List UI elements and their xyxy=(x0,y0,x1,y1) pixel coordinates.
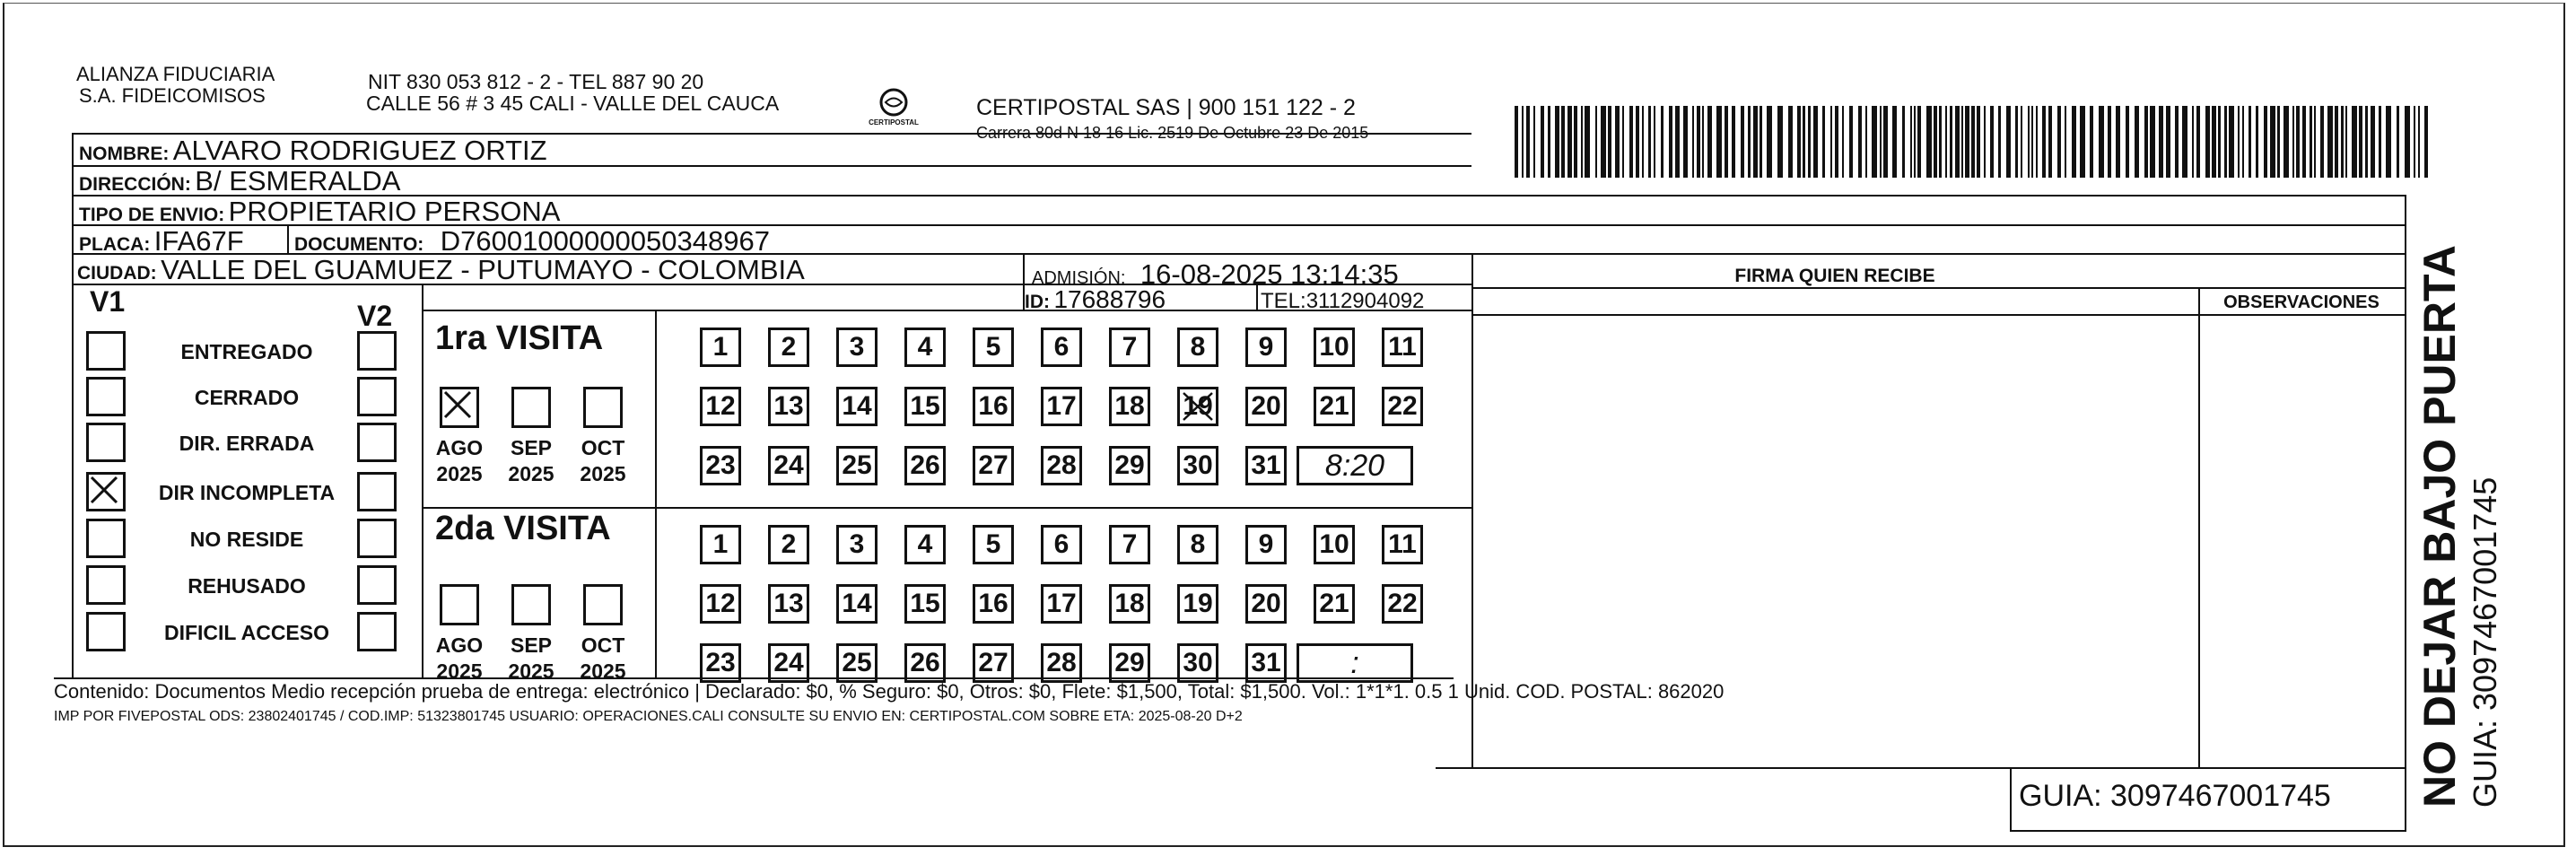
day-number: 7 xyxy=(1122,529,1138,559)
documento-label: DOCUMENTO: xyxy=(294,234,424,255)
day-number: 12 xyxy=(705,589,736,618)
month-year: 2025 xyxy=(436,462,483,485)
day-box[interactable] xyxy=(768,525,809,564)
documento-cell xyxy=(294,225,770,258)
day-number: 7 xyxy=(1122,332,1138,362)
month-year: 2025 xyxy=(508,659,554,683)
day-box[interactable] xyxy=(836,387,878,426)
day-number: 28 xyxy=(1046,648,1077,677)
day-box[interactable] xyxy=(1177,446,1218,485)
day-number: 14 xyxy=(842,391,872,421)
month-label xyxy=(504,633,558,685)
ciudad-cell xyxy=(77,254,805,286)
day-number: 3 xyxy=(849,332,865,362)
day-number: 25 xyxy=(842,450,872,480)
day-box[interactable] xyxy=(1382,387,1423,426)
month-year: 2025 xyxy=(580,659,626,683)
day-box[interactable] xyxy=(700,328,741,367)
day-number: 20 xyxy=(1251,391,1281,421)
month-name: AGO xyxy=(435,633,484,657)
day-number: 26 xyxy=(910,450,940,480)
day-number: 13 xyxy=(773,589,804,618)
day-number: 6 xyxy=(1053,529,1070,559)
day-box[interactable] xyxy=(768,387,809,426)
v1-label: V1 xyxy=(90,285,126,318)
time-box[interactable]: 8:20 xyxy=(1297,446,1413,485)
day-number: 5 xyxy=(985,332,1001,362)
status-option-label: NO RESIDE xyxy=(189,528,304,551)
day-number: 30 xyxy=(1183,648,1213,677)
day-box[interactable] xyxy=(1177,525,1218,564)
day-number: 20 xyxy=(1251,589,1281,618)
v1-checkbox[interactable] xyxy=(86,472,126,511)
placa-cell xyxy=(79,225,244,258)
month-checkbox[interactable] xyxy=(511,584,551,625)
day-box[interactable] xyxy=(1382,525,1423,564)
day-box[interactable] xyxy=(1109,643,1150,683)
day-number: 17 xyxy=(1046,391,1077,421)
month-name: SEP xyxy=(510,633,553,657)
sender-address: CALLE 56 # 3 45 CALI - VALLE DEL CAUCA xyxy=(366,92,780,115)
firma-label: FIRMA QUIEN RECIBE xyxy=(1734,266,1935,286)
sender-name-line1: ALIANZA FIDUCIARIA xyxy=(76,63,275,85)
day-number: 6 xyxy=(1053,332,1070,362)
day-number: 5 xyxy=(985,529,1001,559)
no-dejar-bajo-puerta: NO DEJAR BAJO PUERTA xyxy=(2414,245,2465,808)
day-box[interactable] xyxy=(904,643,946,683)
day-number: 11 xyxy=(1388,529,1417,559)
day-number: 8 xyxy=(1190,332,1206,362)
day-number: 14 xyxy=(842,589,872,618)
month-label xyxy=(432,435,486,487)
day-box[interactable] xyxy=(1177,584,1218,624)
side-guia: GUIA: 3097467001745 xyxy=(2467,476,2503,808)
time-box[interactable]: : xyxy=(1297,643,1413,683)
visit-1-title: 1ra VISITA xyxy=(435,319,604,357)
month-checkbox[interactable] xyxy=(440,584,479,625)
day-box[interactable] xyxy=(1245,525,1287,564)
v1-checkbox[interactable] xyxy=(86,565,126,605)
tel-value: 3112904092 xyxy=(1305,289,1425,313)
v1-checkbox[interactable] xyxy=(86,331,126,371)
day-box[interactable] xyxy=(768,643,809,683)
month-year: 2025 xyxy=(436,659,483,683)
day-number: 10 xyxy=(1319,529,1349,559)
month-label xyxy=(504,435,558,487)
id-value: 17688796 xyxy=(1053,285,1166,313)
v2-checkbox[interactable] xyxy=(357,472,397,511)
day-box[interactable] xyxy=(904,387,946,426)
month-name: OCT xyxy=(581,436,625,459)
tipo-envio-value: PROPIETARIO PERSONA xyxy=(228,196,561,227)
direccion-row xyxy=(79,165,400,197)
footer-line2: IMP POR FIVEPOSTAL ODS: 23802401745 / COD.IMP: 51323801745 USUARIO: OPERACIONES.CALI CONSULTE SU ENVIO EN: CERTIPOSTAL.COM SOBRE ETA: 2025-08-20 D+2 xyxy=(54,709,1243,724)
nombre-value: ALVARO RODRIGUEZ ORTIZ xyxy=(172,135,547,166)
v2-checkbox[interactable] xyxy=(357,377,397,416)
day-number: 15 xyxy=(910,589,940,618)
day-number: 4 xyxy=(917,529,933,559)
day-box[interactable] xyxy=(700,446,741,485)
day-box[interactable] xyxy=(1041,328,1082,367)
day-box[interactable] xyxy=(1314,584,1355,624)
day-number: 21 xyxy=(1319,391,1349,421)
day-box[interactable] xyxy=(973,328,1014,367)
tel-label: TEL: xyxy=(1261,289,1306,313)
month-name: OCT xyxy=(581,633,625,657)
month-year: 2025 xyxy=(580,462,626,485)
day-number: 2 xyxy=(781,529,797,559)
tipo-envio-label: TIPO DE ENVIO: xyxy=(79,205,225,225)
day-number: 1 xyxy=(712,529,729,559)
day-box[interactable] xyxy=(1041,525,1082,564)
day-box[interactable] xyxy=(973,387,1014,426)
day-box[interactable] xyxy=(1382,584,1423,624)
day-number: 12 xyxy=(705,391,736,421)
day-box[interactable] xyxy=(700,387,741,426)
day-box[interactable] xyxy=(836,525,878,564)
day-number: 16 xyxy=(978,589,1009,618)
day-box[interactable] xyxy=(1041,643,1082,683)
day-number: 16 xyxy=(978,391,1009,421)
day-number: 11 xyxy=(1388,332,1417,362)
observaciones-label: OBSERVACIONES xyxy=(2223,293,2380,312)
day-box[interactable] xyxy=(768,446,809,485)
id-label: ID: xyxy=(1025,292,1050,312)
v2-label: V2 xyxy=(357,300,393,332)
v1-checkbox[interactable] xyxy=(86,423,126,462)
day-box[interactable] xyxy=(973,446,1014,485)
day-number: 31 xyxy=(1251,450,1281,480)
day-box[interactable] xyxy=(700,584,741,624)
day-box[interactable] xyxy=(1109,328,1150,367)
day-box[interactable] xyxy=(1177,387,1218,426)
ciudad-label: CIUDAD: xyxy=(77,263,157,284)
day-number: 23 xyxy=(705,450,736,480)
day-box[interactable] xyxy=(1314,525,1355,564)
day-number: 4 xyxy=(917,332,933,362)
status-option-label: DIFICIL ACCESO xyxy=(163,621,329,644)
month-year: 2025 xyxy=(508,462,554,485)
documento-value: D76001000000050348967 xyxy=(440,225,770,257)
status-option-label: CERRADO xyxy=(194,386,300,409)
v2-checkbox[interactable] xyxy=(357,519,397,558)
direccion-label: DIRECCIÓN: xyxy=(79,174,191,195)
status-option-label: REHUSADO xyxy=(188,574,306,598)
day-box[interactable] xyxy=(1041,387,1082,426)
day-number: 3 xyxy=(849,529,865,559)
month-label xyxy=(432,633,486,685)
day-box[interactable] xyxy=(1314,387,1355,426)
day-box[interactable] xyxy=(973,643,1014,683)
day-number: 24 xyxy=(773,450,804,480)
day-number: 2 xyxy=(781,332,797,362)
month-label xyxy=(576,633,630,685)
courier-name: CERTIPOSTAL SAS | 900 151 122 - 2 xyxy=(976,95,1356,120)
v1-checkbox[interactable] xyxy=(86,519,126,558)
day-number: 18 xyxy=(1114,589,1145,618)
day-number: 18 xyxy=(1114,391,1145,421)
day-number: 22 xyxy=(1387,391,1418,421)
day-box[interactable] xyxy=(836,584,878,624)
v2-checkbox[interactable] xyxy=(357,423,397,462)
sender-name-line2: S.A. FIDEICOMISOS xyxy=(79,84,266,107)
placa-value: IFA67F xyxy=(153,225,244,257)
day-number: 27 xyxy=(978,648,1009,677)
day-box[interactable] xyxy=(1041,446,1082,485)
month-checkbox[interactable] xyxy=(583,584,623,625)
day-number: 27 xyxy=(978,450,1009,480)
day-number: 9 xyxy=(1258,332,1274,362)
day-box[interactable] xyxy=(700,643,741,683)
day-box[interactable] xyxy=(1382,328,1423,367)
day-box[interactable] xyxy=(1109,446,1150,485)
day-number: 30 xyxy=(1183,450,1213,480)
month-checkbox[interactable] xyxy=(583,387,623,428)
certipostal-logo-text: CERTIPOSTAL xyxy=(869,118,919,127)
day-number: 1 xyxy=(712,332,729,362)
day-box[interactable] xyxy=(904,328,946,367)
day-number: 24 xyxy=(773,648,804,677)
day-number: 26 xyxy=(910,648,940,677)
month-checkbox[interactable] xyxy=(440,387,479,428)
id-cell xyxy=(1025,285,1166,314)
day-box[interactable] xyxy=(973,584,1014,624)
status-option-label: DIR INCOMPLETA xyxy=(158,481,336,504)
day-box[interactable] xyxy=(1314,328,1355,367)
day-box[interactable] xyxy=(700,525,741,564)
day-number: 25 xyxy=(842,648,872,677)
status-option-label: ENTREGADO xyxy=(180,340,313,363)
tipo-envio-row xyxy=(79,196,560,228)
day-number: 9 xyxy=(1258,529,1274,559)
day-box[interactable] xyxy=(1245,643,1287,683)
month-label xyxy=(576,435,630,487)
ciudad-value: VALLE DEL GUAMUEZ - PUTUMAYO - COLOMBIA xyxy=(161,254,805,285)
admision-value: 16-08-2025 13:14:35 xyxy=(1140,258,1399,290)
status-option-label: DIR. ERRADA xyxy=(179,432,315,455)
placa-label: PLACA: xyxy=(79,234,151,255)
nombre-row xyxy=(79,135,547,167)
day-box[interactable] xyxy=(768,584,809,624)
day-number: 19 xyxy=(1183,391,1213,421)
v2-checkbox[interactable] xyxy=(357,612,397,651)
day-box[interactable] xyxy=(836,643,878,683)
direccion-value: B/ ESMERALDA xyxy=(195,165,401,197)
nombre-label: NOMBRE: xyxy=(79,144,170,164)
v1-checkbox[interactable] xyxy=(86,377,126,416)
footer-line1: Contenido: Documentos Medio recepción prueba de entrega: electrónico | Declarado: $0, % Seguro: $0, Otros: $0, Flete: $1,500, Total: $1,500. Vol.: 1*1*1. 0.5 1 Unid. COD. POSTAL: 862020 xyxy=(54,680,1725,703)
day-box[interactable] xyxy=(1109,584,1150,624)
day-box[interactable] xyxy=(1177,328,1218,367)
month-name: AGO xyxy=(435,436,484,459)
day-box[interactable] xyxy=(1245,387,1287,426)
day-number: 21 xyxy=(1319,589,1349,618)
day-box[interactable] xyxy=(904,584,946,624)
day-number: 15 xyxy=(910,391,940,421)
guia-box: GUIA: 3097467001745 xyxy=(2019,779,2331,813)
day-number: 31 xyxy=(1251,648,1281,677)
month-checkbox[interactable] xyxy=(511,387,551,428)
day-box[interactable] xyxy=(1109,387,1150,426)
day-number: 23 xyxy=(705,648,736,677)
admision-label: ADMISIÓN: xyxy=(1032,268,1126,288)
day-box[interactable] xyxy=(904,446,946,485)
month-name: SEP xyxy=(510,436,553,459)
day-number: 29 xyxy=(1114,648,1145,677)
day-number: 19 xyxy=(1183,589,1213,618)
day-box[interactable] xyxy=(836,328,878,367)
day-box[interactable] xyxy=(768,328,809,367)
day-box[interactable] xyxy=(1041,584,1082,624)
v2-checkbox[interactable] xyxy=(357,331,397,371)
day-box[interactable] xyxy=(973,525,1014,564)
day-number: 17 xyxy=(1046,589,1077,618)
sender-nit: NIT 830 053 812 - 2 - TEL 887 90 20 xyxy=(368,70,704,93)
day-number: 28 xyxy=(1046,450,1077,480)
day-box[interactable] xyxy=(1245,328,1287,367)
side-text xyxy=(2414,126,2530,808)
visit-2-title: 2da VISITA xyxy=(435,510,611,547)
day-box[interactable] xyxy=(1245,584,1287,624)
day-box[interactable] xyxy=(904,525,946,564)
day-number: 29 xyxy=(1114,450,1145,480)
day-number: 10 xyxy=(1319,332,1349,362)
v1-checkbox[interactable] xyxy=(86,612,126,651)
day-box[interactable] xyxy=(1245,446,1287,485)
v2-checkbox[interactable] xyxy=(357,565,397,605)
courier-address: Carrera 80d N 18 16 Lic. 2519 De Octubre 23 De 2015 xyxy=(976,124,1369,142)
day-number: 22 xyxy=(1387,589,1418,618)
day-number: 13 xyxy=(773,391,804,421)
day-box[interactable] xyxy=(1109,525,1150,564)
tel-cell xyxy=(1261,289,1424,314)
day-number: 8 xyxy=(1190,529,1206,559)
day-box[interactable] xyxy=(836,446,878,485)
day-box[interactable] xyxy=(1177,643,1218,683)
